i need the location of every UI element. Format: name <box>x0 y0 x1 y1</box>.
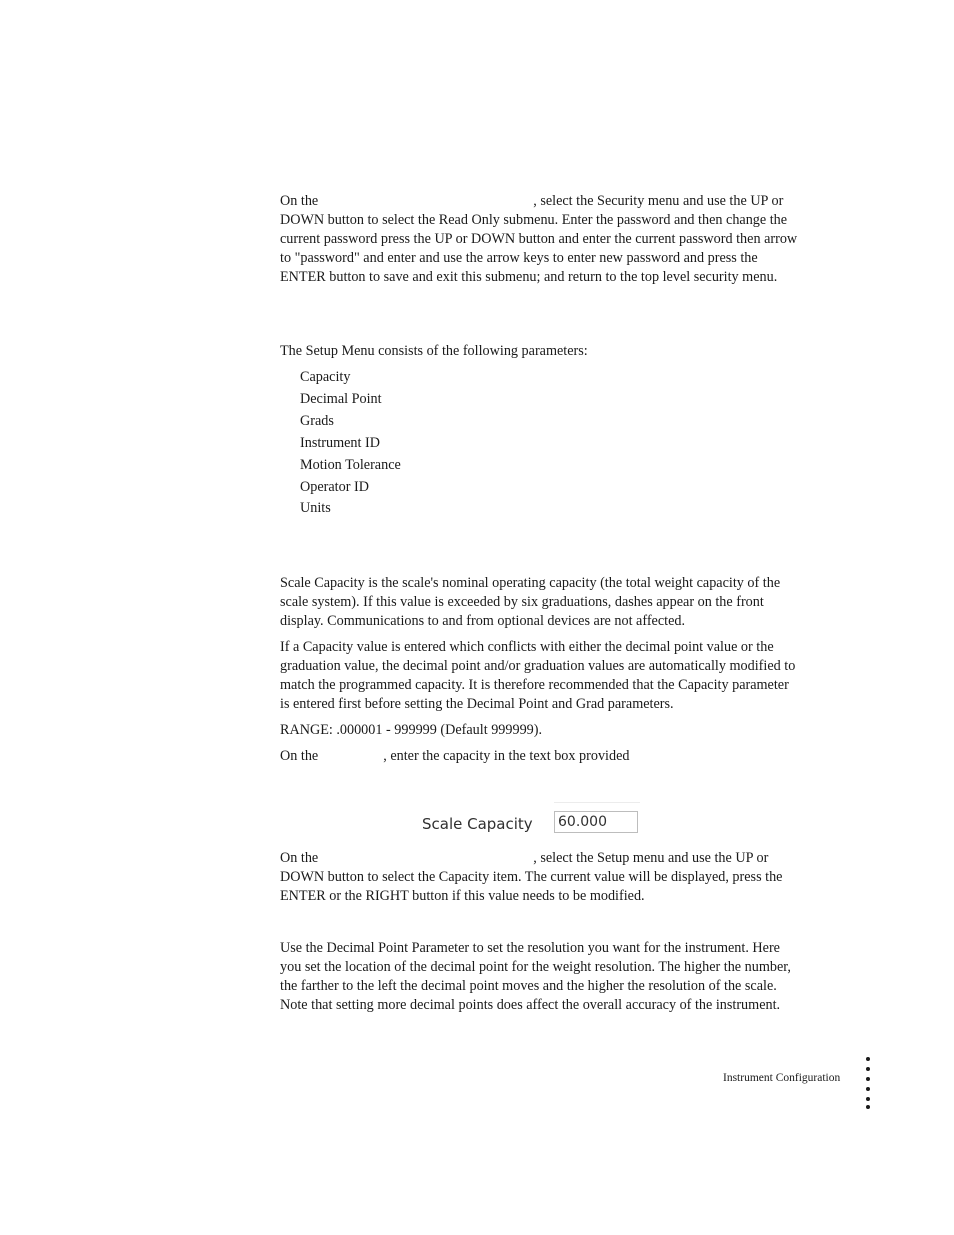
scale-capacity-label: Scale Capacity <box>422 815 533 833</box>
security-line-3: current password press the UP or DOWN button and enter the current password then arrow <box>280 231 798 247</box>
footer-dot <box>866 1067 870 1071</box>
list-item-grads: Grads <box>300 413 334 429</box>
footer-dot <box>866 1097 870 1101</box>
security-line-2: DOWN button to select the Read Only submenu. Enter the password and then change the <box>280 212 788 228</box>
security-paragraph <box>280 192 820 287</box>
security-line-1: On the , select the Security menu and use the UP or <box>280 193 784 209</box>
list-item-units: Units <box>300 500 331 516</box>
footer-dot <box>866 1077 870 1081</box>
scale-capacity-input[interactable]: 60.000 <box>554 811 638 833</box>
footer-dot <box>866 1087 870 1091</box>
security-line-4: to "password" and enter and use the arrow keys to enter new password and press the <box>280 250 758 266</box>
decimal-point-description: Use the Decimal Point Parameter to set the resolution you want for the instrument. Here you set the location of the decimal point for the weight resolution. The higher the number, the farther to the left the decimal point moves and the higher the resolution of the scale. Note that setting more decimal points does affect the overall accuracy of the instrument. <box>280 940 791 1013</box>
list-item-decimal-point: Decimal Point <box>300 391 382 407</box>
setup-intro: The Setup Menu consists of the following parameters: <box>280 343 588 359</box>
footer-dots-decoration <box>865 1057 871 1109</box>
list-item-operator-id: Operator ID <box>300 479 369 495</box>
widget-divider <box>554 802 640 803</box>
footer-dot <box>866 1057 870 1061</box>
list-item-instrument-id: Instrument ID <box>300 435 380 451</box>
capacity-range: RANGE: .000001 - 999999 (Default 999999). <box>280 722 543 738</box>
scale-capacity-widget <box>420 802 650 842</box>
footer-dot <box>866 1105 870 1109</box>
list-item-capacity: Capacity <box>300 369 351 385</box>
capacity-description: Scale Capacity is the scale's nominal operating capacity (the total weight capacity of the scale system). If this value is exceeded by six graduations, dashes appear on the front display. Communications to and from optional devices are not affected. <box>280 575 781 629</box>
capacity-conflict-note: If a Capacity value is entered which conflicts with either the decimal point value or the graduation value, the decimal point and/or graduation values are automatically modified to match the programmed capacity. It is therefore recommended that the Capacity parameter is entered first before setting the Decimal Point and Grad parameters. <box>280 639 796 712</box>
footer-section-title: Instrument Configuration <box>723 1072 841 1084</box>
capacity-front-panel-instruction: On the , select the Setup menu and use the UP or DOWN button to select the Capacity item. The current value will be displayed, press the ENTER or the RIGHT button if this value needs to be modified. <box>280 850 783 904</box>
list-item-motion-tolerance: Motion Tolerance <box>300 457 401 473</box>
capacity-web-instruction: On the , enter the capacity in the text box provided <box>280 748 630 764</box>
security-line-5: ENTER button to save and exit this submenu; and return to the top level security menu. <box>280 269 778 285</box>
